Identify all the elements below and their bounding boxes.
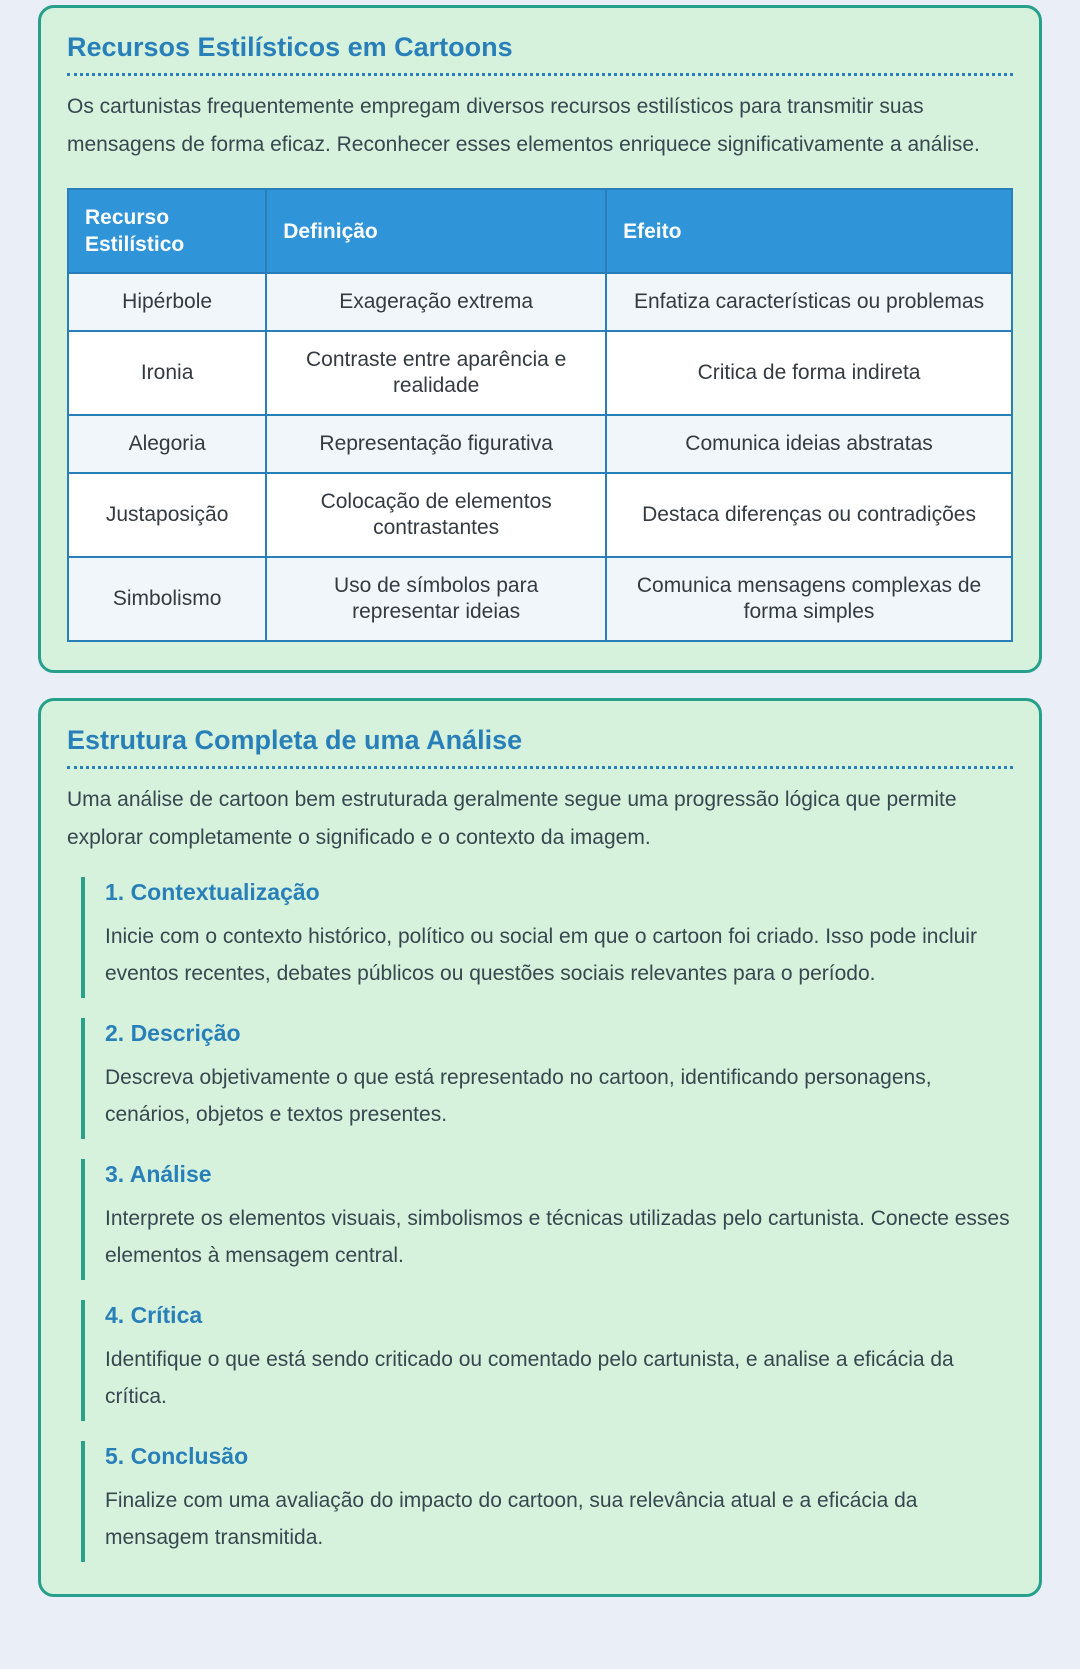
cell-recurso: Alegoria — [68, 415, 266, 473]
cell-recurso: Ironia — [68, 331, 266, 415]
step-body: Descreva objetivamente o que está representado no cartoon, identificando personagens, cenários, objetos e textos presentes. — [105, 1066, 932, 1126]
step-heading: 2. Descrição — [105, 1020, 241, 1046]
stylistic-resources-table — [67, 188, 1013, 642]
table-row — [68, 473, 1012, 557]
cell-efeito: Comunica mensagens complexas de forma simples — [606, 557, 1012, 641]
cell-recurso: Hipérbole — [68, 273, 266, 331]
cell-definicao: Representação figurativa — [266, 415, 606, 473]
card-intro-recursos: Os cartunistas frequentemente empregam diversos recursos estilísticos para transmitir suas mensagens de forma eficaz. Reconhecer esses elementos enriquece significativamente a análise. — [67, 95, 980, 156]
card-title-recursos: Recursos Estilísticos em Cartoons — [67, 32, 1013, 76]
card-intro-estrutura: Uma análise de cartoon bem estruturada geralmente segue uma progressão lógica que permite explorar completamente o significado e o contexto da imagem. — [67, 788, 957, 849]
step-heading: 1. Contextualização — [105, 879, 320, 905]
analysis-step-descricao — [81, 1018, 1013, 1139]
step-heading: 3. Análise — [105, 1161, 212, 1187]
table-row — [68, 273, 1012, 331]
cell-efeito: Comunica ideias abstratas — [606, 415, 1012, 473]
cell-definicao: Exageração extrema — [266, 273, 606, 331]
cell-definicao: Colocação de elementos contrastantes — [266, 473, 606, 557]
cell-efeito: Destaca diferenças ou contradições — [606, 473, 1012, 557]
step-body: Finalize com uma avaliação do impacto do cartoon, sua relevância atual e a eficácia da mensagem transmitida. — [105, 1489, 918, 1549]
table-header-row — [68, 189, 1012, 273]
cell-efeito: Enfatiza características ou problemas — [606, 273, 1012, 331]
card-recursos-estilisticos — [38, 5, 1042, 673]
analysis-step-analise — [81, 1159, 1013, 1280]
cell-recurso: Justaposição — [68, 473, 266, 557]
step-body: Identifique o que está sendo criticado ou comentado pelo cartunista, e analise a eficácia da crítica. — [105, 1348, 954, 1408]
cell-recurso: Simbolismo — [68, 557, 266, 641]
card-title-estrutura: Estrutura Completa de uma Análise — [67, 725, 1013, 769]
card-estrutura-analise — [38, 698, 1042, 1597]
cell-efeito: Critica de forma indireta — [606, 331, 1012, 415]
column-header-recurso: Recurso Estilístico — [68, 189, 266, 273]
analysis-step-contextualizacao — [81, 877, 1013, 998]
analysis-step-critica — [81, 1300, 1013, 1421]
step-heading: 5. Conclusão — [105, 1443, 249, 1469]
step-body: Inicie com o contexto histórico, político ou social em que o cartoon foi criado. Isso pode incluir eventos recentes, debates públicos ou questões sociais relevantes para o período. — [105, 925, 977, 985]
column-header-definicao: Definição — [266, 189, 606, 273]
table-row — [68, 557, 1012, 641]
table-row — [68, 415, 1012, 473]
cell-definicao: Uso de símbolos para representar ideias — [266, 557, 606, 641]
table-row — [68, 331, 1012, 415]
cell-definicao: Contraste entre aparência e realidade — [266, 331, 606, 415]
step-body: Interprete os elementos visuais, simbolismos e técnicas utilizadas pelo cartunista. Conecte esses elementos à mensagem central. — [105, 1207, 1010, 1267]
step-heading: 4. Crítica — [105, 1302, 203, 1328]
analysis-step-conclusao — [81, 1441, 1013, 1562]
column-header-efeito: Efeito — [606, 189, 1012, 273]
